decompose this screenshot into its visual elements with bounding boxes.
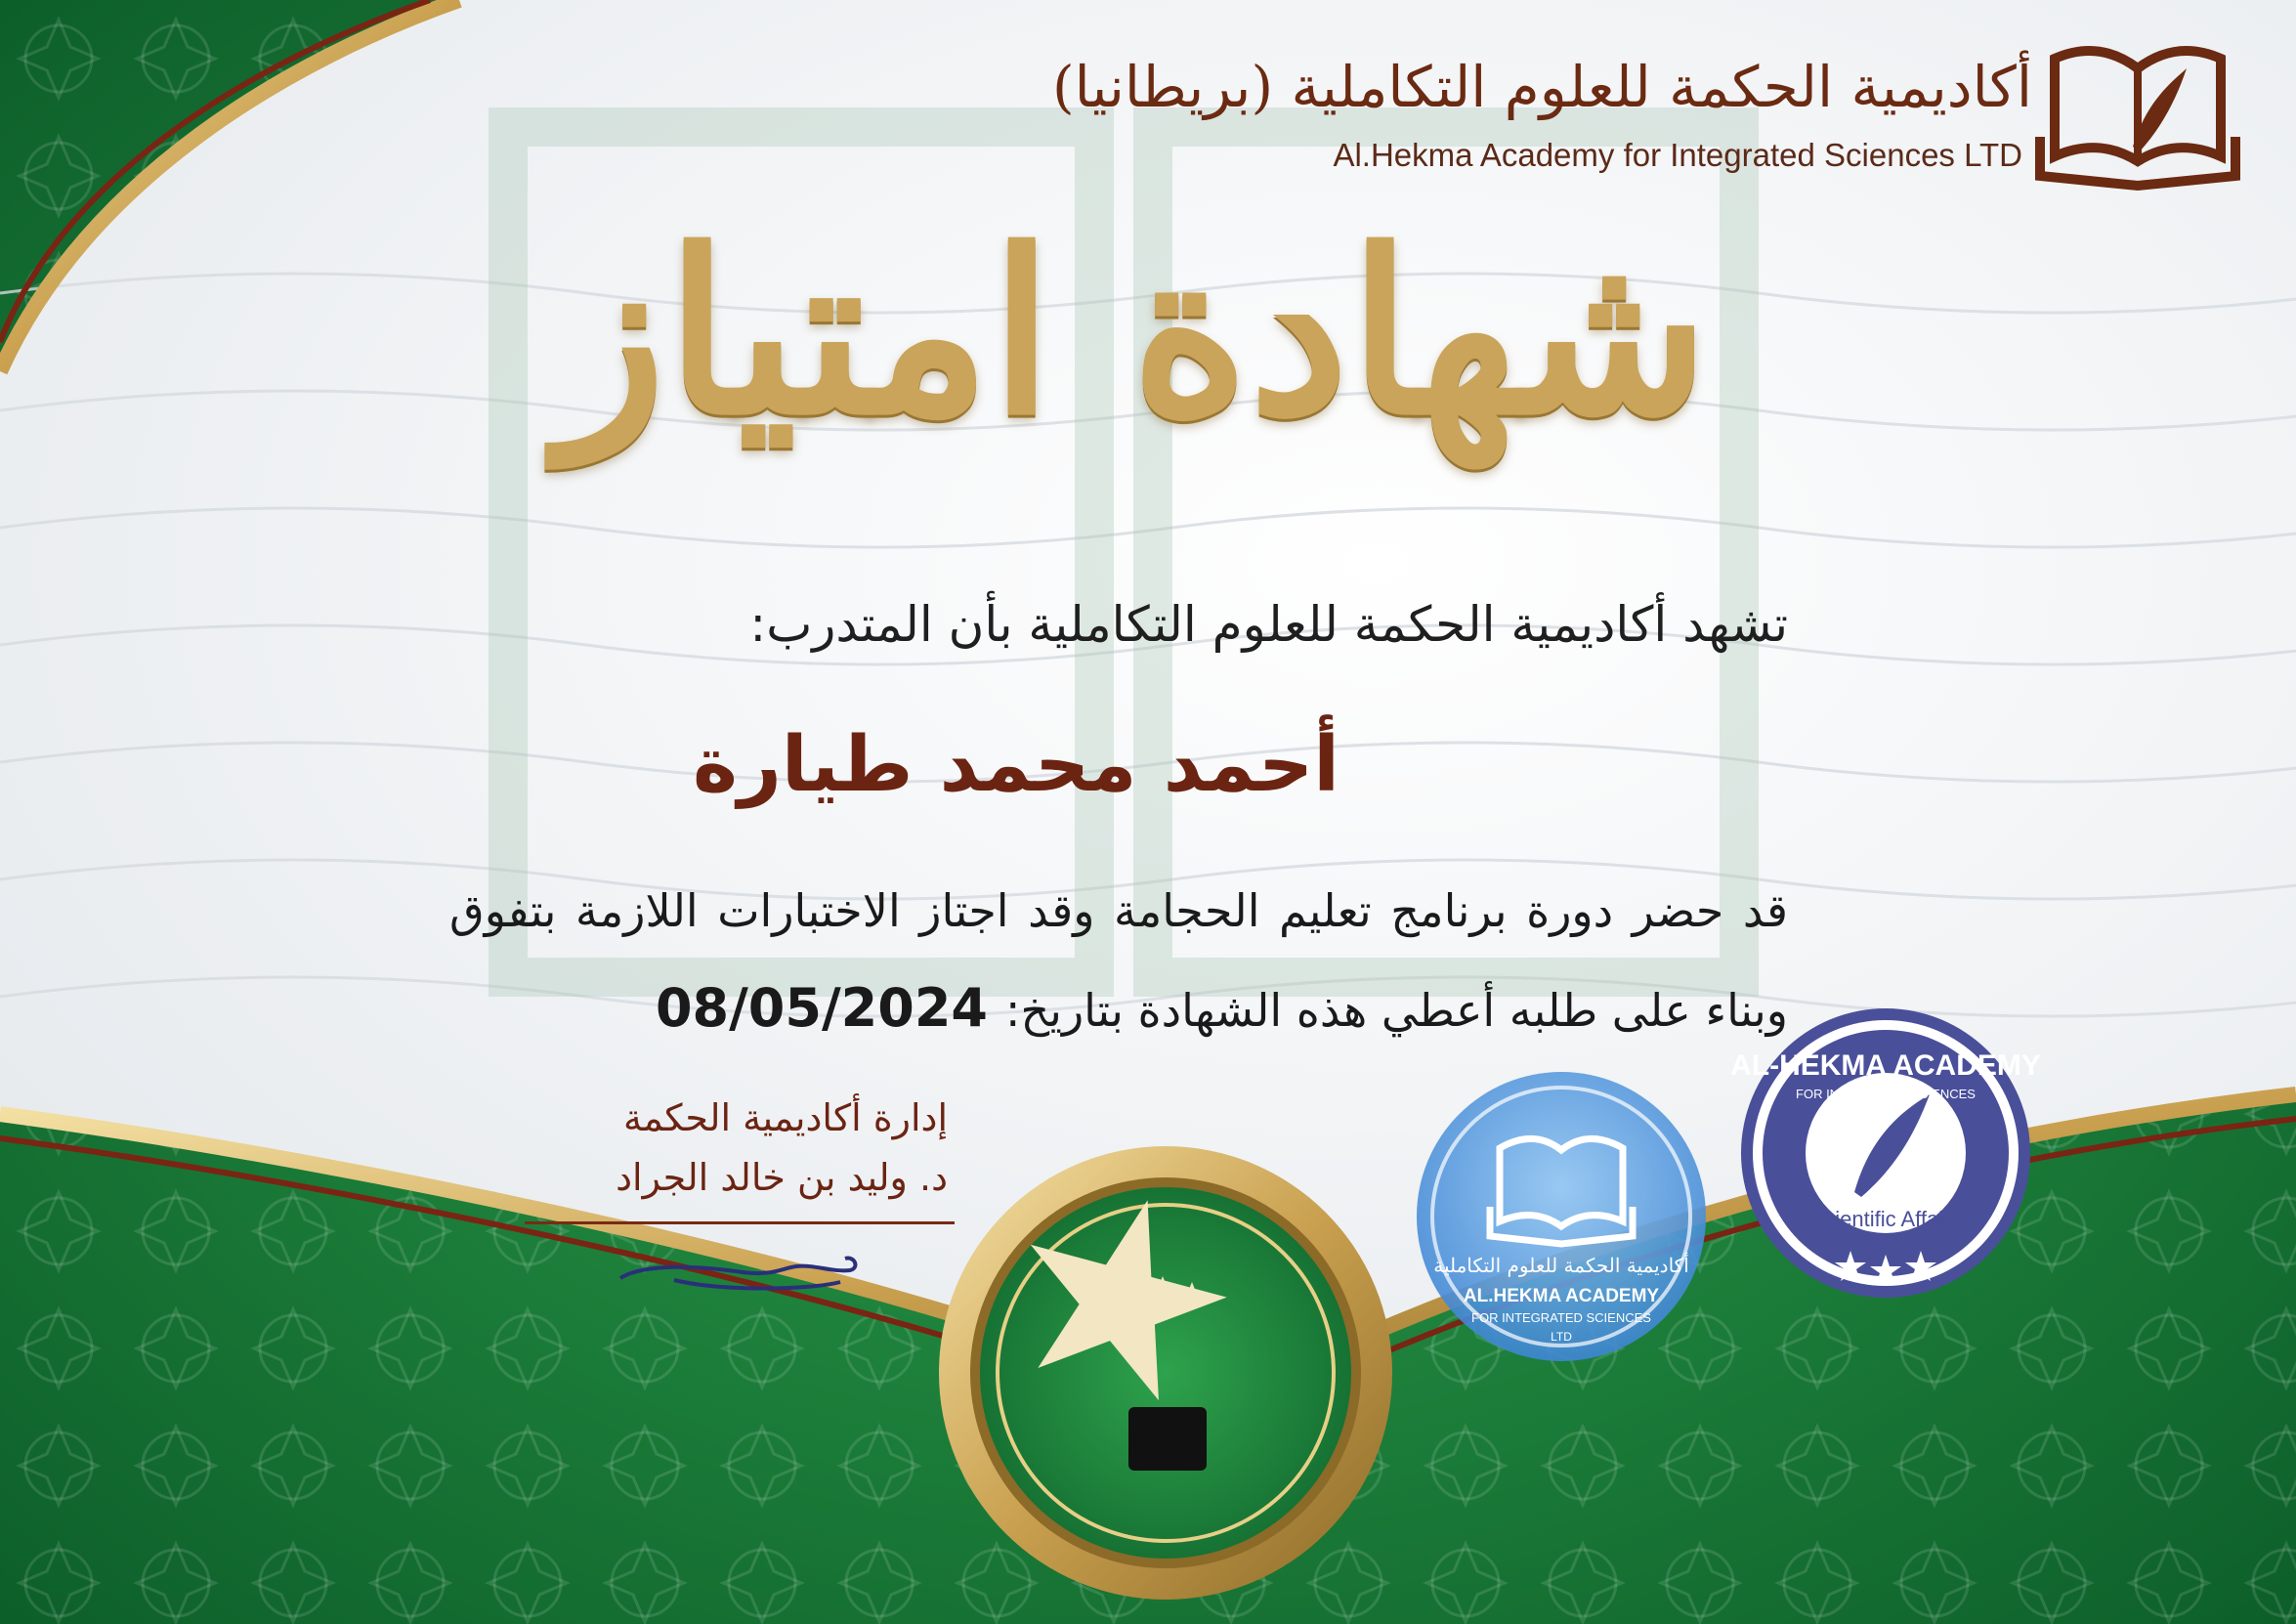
svg-text:FOR INTEGRATED SCIENCES: FOR INTEGRATED SCIENCES (1796, 1087, 1976, 1101)
svg-text:FOR INTEGRATED SCIENCES: FOR INTEGRATED SCIENCES (1471, 1310, 1651, 1325)
trainee-name: أحمد محمد طيارة (692, 721, 1339, 809)
issue-line (616, 977, 1788, 1039)
signature-director: د. وليد بن خالد الجراد (616, 1156, 948, 1199)
svg-text:AL.HEKMA ACADEMY: AL.HEKMA ACADEMY (1463, 1286, 1660, 1306)
issue-text: وبناء على طلبه أعطي هذه الشهادة بتاريخ: (1004, 984, 1788, 1037)
certificate-title: شهادة امتياز (557, 201, 1710, 465)
signature-line (525, 1221, 955, 1224)
academy-name-english: Al.Hekma Academy for Integrated Sciences LTD (1333, 137, 2022, 173)
blue-academy-stamp (1417, 1072, 1706, 1361)
svg-text:Scientific Affairs: Scientific Affairs (1809, 1207, 1962, 1231)
svg-text:AL-HEKMA ACADEMY: AL-HEKMA ACADEMY (1730, 1049, 2041, 1082)
academy-name-arabic: أكاديمية الحكمة للعلوم التكاملية (بريطانيا) (1051, 54, 2032, 120)
signature-department: إدارة أكاديمية الحكمة (623, 1096, 948, 1139)
course-description: قد حضر دورة برنامج تعليم الحجامة وقد اجتاز الاختبارات اللازمة بتفوق (449, 884, 1788, 937)
svg-text:أكاديمية الحكمة للعلوم التكامل: أكاديمية الحكمة للعلوم التكاملية (1433, 1254, 1689, 1277)
svg-text:LTD: LTD (1551, 1330, 1572, 1344)
gold-medal (939, 1146, 1392, 1600)
issue-date: 08/05/2024 (655, 977, 988, 1039)
certifies-text: تشهد أكاديمية الحكمة للعلوم التكاملية بأن المتدرب: (749, 596, 1788, 653)
